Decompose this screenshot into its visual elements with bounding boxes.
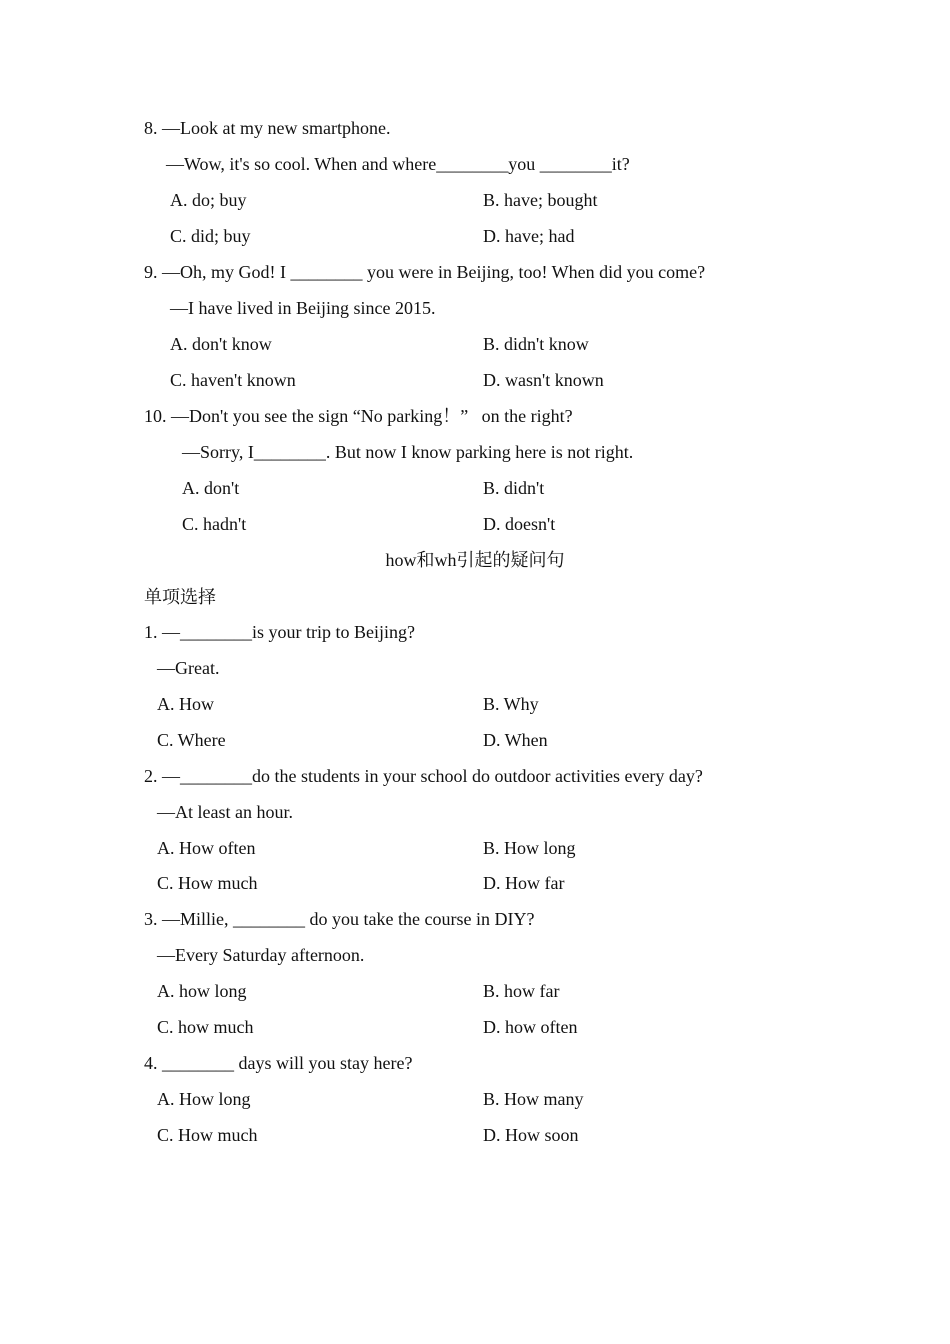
question-10-reply: —Sorry, I________. But now I know parking here is not right. (182, 442, 634, 462)
question-3-reply: —Every Saturday afternoon. (157, 945, 365, 965)
question-1-option-a: A. How (157, 694, 214, 714)
question-1-option-b: B. Why (483, 694, 539, 714)
question-2-option-d: D. How far (483, 873, 565, 893)
question-8-option-d: D. have; had (483, 226, 575, 246)
question-1-option-d: D. When (483, 730, 548, 750)
question-10-option-b: B. didn't (483, 478, 545, 498)
question-10-stem: 10. —Don't you see the sign “No parking！” on the right? (144, 406, 573, 426)
question-9-reply: —I have lived in Beijing since 2015. (170, 298, 436, 318)
question-3-option-a: A. how long (157, 981, 247, 1001)
question-10-option-c: C. hadn't (182, 514, 247, 534)
section-heading: how和wh引起的疑问句 (385, 550, 565, 570)
question-4-option-a: A. How long (157, 1089, 251, 1109)
question-3-option-c: C. how much (157, 1017, 254, 1037)
question-4-option-c: C. How much (157, 1125, 258, 1145)
question-3-option-b: B. how far (483, 981, 560, 1001)
question-4-option-d: D. How soon (483, 1125, 579, 1145)
question-9-stem: 9. —Oh, my God! I ________ you were in Beijing, too! When did you come? (144, 262, 706, 282)
question-8-option-a: A. do; buy (170, 190, 247, 210)
question-4-stem: 4. ________ days will you stay here? (144, 1053, 413, 1073)
question-9-option-d: D. wasn't known (483, 370, 604, 390)
question-2-option-c: C. How much (157, 873, 258, 893)
question-3-stem: 3. —Millie, ________ do you take the course in DIY? (144, 909, 535, 929)
question-9-option-c: C. haven't known (170, 370, 296, 390)
question-10-option-d: D. doesn't (483, 514, 556, 534)
question-9-option-b: B. didn't know (483, 334, 589, 354)
question-4-option-b: B. How many (483, 1089, 584, 1109)
question-2-reply: —At least an hour. (157, 802, 293, 822)
question-2-stem: 2. —________do the students in your school do outdoor activities every day? (144, 766, 703, 786)
section-label: 单项选择 (144, 587, 216, 607)
question-8-stem: 8. —Look at my new smartphone. (144, 118, 391, 138)
question-8-reply: —Wow, it's so cool. When and where________you ________it? (166, 154, 630, 174)
question-8-option-c: C. did; buy (170, 226, 251, 246)
question-2-option-a: A. How often (157, 838, 256, 858)
question-9-option-a: A. don't know (170, 334, 272, 354)
question-8-option-b: B. have; bought (483, 190, 598, 210)
question-1-option-c: C. Where (157, 730, 226, 750)
question-2-option-b: B. How long (483, 838, 576, 858)
question-1-stem: 1. —________is your trip to Beijing? (144, 622, 415, 642)
question-10-option-a: A. don't (182, 478, 240, 498)
question-3-option-d: D. how often (483, 1017, 578, 1037)
question-1-reply: —Great. (157, 658, 220, 678)
